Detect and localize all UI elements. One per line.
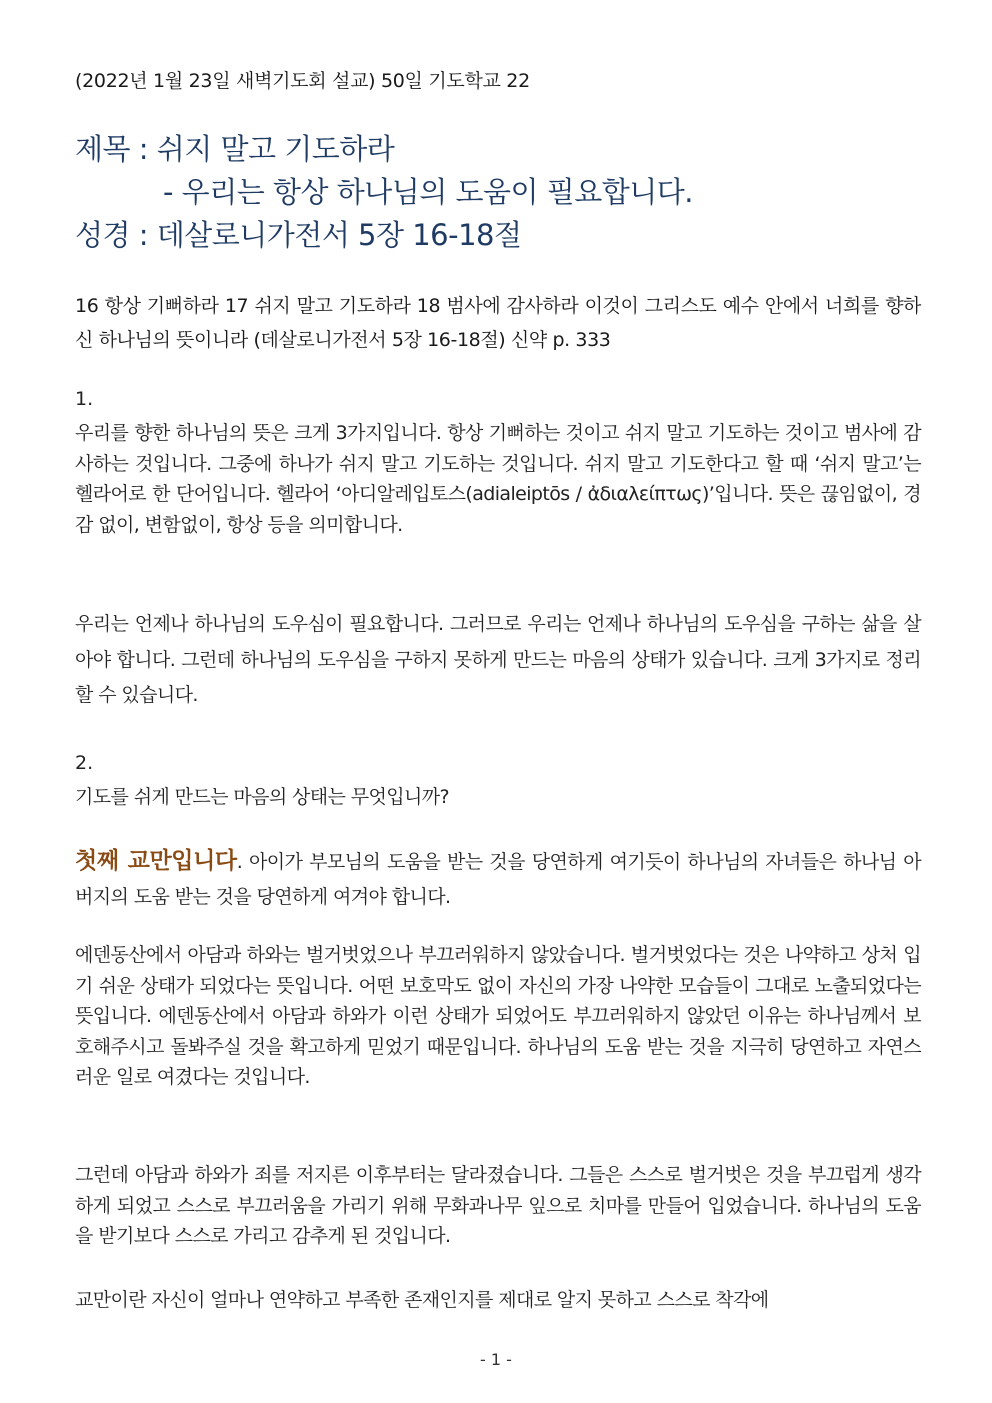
section-number-2: 2. — [75, 752, 94, 774]
section-number-1: 1. — [75, 388, 94, 410]
title-line: 제목 : 쉬지 말고 기도하라 — [75, 132, 395, 166]
page-number: - 1 - — [480, 1350, 512, 1369]
scripture-verse: 16 항상 기뻐하라 17 쉬지 말고 기도하라 18 범사에 감사하라 이것이 그리스도 예수 안에서 너희를 향하신 하나님의 뜻이니라 (데살로니가전서 5장 16-18절) 신약 p. 333 — [75, 295, 921, 351]
first-point-text: . 아이가 부모님의 도움을 받는 것을 당연하게 여기듯이 하나님의 자녀들은 하나님 아버지의 도움 받는 것을 당연하게 여겨야 합니다. — [75, 851, 921, 908]
paragraph-pride-definition: 교만이란 자신이 얼마나 연약하고 부족한 존재인지를 제대로 알지 못하고 스스로 착각에 — [75, 1289, 769, 1311]
paragraph-eden: 에덴동산에서 아담과 하와는 벌거벗었으나 부끄러워하지 않았습니다. 벌거벗었다는 것은 나약하고 상처 입기 쉬운 상태가 되었다는 뜻입니다. 어떤 보호막도 없이 자신의 가장 나약한 모습들이 그대로 노출되었다는 뜻입니다. 에덴동산에서 아담과 하와가 이런 상태가 되었어도 부끄러워하지 않았던 이유는 하나님께서 보호해주시고 돌봐주실 것을 확고하게 믿었기 때문입니다. 하나님의 도움 받는 것을 지극히 당연하고 자연스러운 일로 여겼다는 것입니다. — [75, 944, 921, 1088]
scripture-line: 성경 : 데살로니가전서 5장 16-18절 — [75, 218, 522, 252]
question-line: 기도를 쉬게 만드는 마음의 상태는 무엇입니까? — [75, 786, 450, 808]
subtitle-line: - 우리는 항상 하나님의 도움이 필요합니다. — [163, 175, 694, 209]
title-block — [75, 128, 693, 257]
paragraph-will-of-god: 우리를 향한 하나님의 뜻은 크게 3가지입니다. 항상 기뻐하는 것이고 쉬지 말고 기도하는 것이고 범사에 감사하는 것입니다. 그중에 하나가 쉬지 말고 기도하는 것입니다. 쉬지 말고 기도한다고 할 때 ‘쉬지 말고’는 헬라어로 한 단어입니다. 헬라어 ‘아디알레입토스(adialeiptōs / ἀδιαλείπτως)’입니다. 뜻은 끊임없이, 경감 없이, 변함없이, 항상 등을 의미합니다. — [75, 422, 921, 536]
paragraph-pride-intro — [75, 844, 921, 915]
paragraph-need-help: 우리는 언제나 하나님의 도우심이 필요합니다. 그러므로 우리는 언제나 하나님의 도우심을 구하는 삶을 살아야 합니다. 그런데 하나님의 도우심을 구하지 못하게 만드는 마음의 상태가 있습니다. 크게 3가지로 정리할 수 있습니다. — [75, 613, 921, 706]
sermon-header: (2022년 1월 23일 새벽기도회 설교) 50일 기도학교 22 — [75, 70, 530, 92]
paragraph-after-sin: 그런데 아담과 하와가 죄를 저지른 이후부터는 달라졌습니다. 그들은 스스로 벌거벗은 것을 부끄럽게 생각하게 되었고 스스로 부끄러움을 가리기 위해 무화과나무 잎으로 치마를 만들어 입었습니다. 하나님의 도움을 받기보다 스스로 가리고 감추게 된 것입니다. — [75, 1164, 921, 1247]
first-point-heading: 첫째 교만입니다 — [75, 848, 237, 874]
